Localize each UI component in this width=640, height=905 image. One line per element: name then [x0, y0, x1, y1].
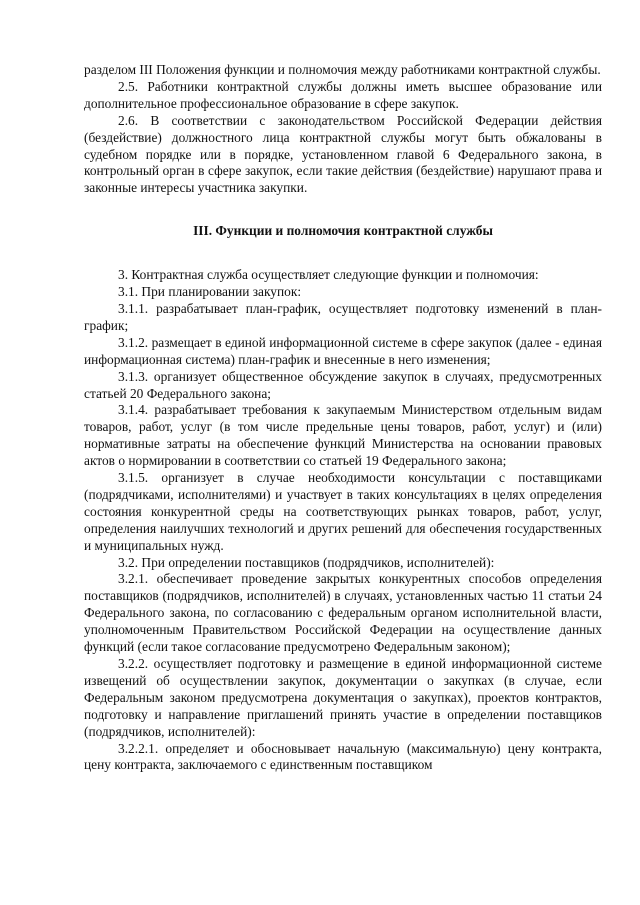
paragraph-3-1-2: 3.1.2. размещает в единой информационной системе в сфере закупок (далее - единая информационная система) план-график и внесенные в него изменения; — [84, 334, 602, 367]
paragraph-2-6: 2.6. В соответствии с законодательством Российской Федерации действия (бездействие) должностного лица контрактной службы могут быть обжалованы в судебном порядке или в порядке, установленном главой 6 Федерального закона, в контрольный орган в сфере закупок, если такие действия (бездействие) нарушают права и законные интересы участника закупки. — [84, 112, 602, 196]
paragraph-3-1-4: 3.1.4. разрабатывает требования к закупаемым Министерством отдельным видам товаров, работ, услуг (в том числе предельные цены товаров, работ, услуг) и (или) нормативные затраты на обеспечение функций Министерства на основании правовых актов о нормировании в соответствии со статьей 19 Федерального закона; — [84, 402, 602, 469]
paragraph-continuation: разделом III Положения функции и полномочия между работниками контрактной службы. — [84, 62, 601, 77]
document-body — [84, 62, 602, 774]
paragraph-3-2: 3.2. При определении поставщиков (подрядчиков, исполнителей): — [118, 554, 495, 570]
paragraph-3-1: 3.1. При планировании закупок: — [118, 284, 302, 300]
paragraph-3-1-1: 3.1.1. разрабатывает план-график, осуществляет подготовку изменений в план-график; — [84, 300, 602, 333]
paragraph-3: 3. Контрактная служба осуществляет следующие функции и полномочия: — [118, 267, 539, 283]
paragraph-3-2-1: 3.2.1. обеспечивает проведение закрытых конкурентных способов определения поставщиков (подрядчиков, исполнителей) в случаях, установленных частью 11 статьи 24 Федерального закона, по согласованию с федеральным органом исполнительной власти, уполномоченным Правительством Российской Федерации на осуществление данных функций (если такое согласование предусмотрено Федеральным законом); — [84, 571, 602, 655]
paragraph-3-2-2-1: 3.2.2.1. определяет и обосновывает начальную (максимальную) цену контракта, цену контракта, заключаемого с единственным поставщиком — [84, 740, 602, 773]
paragraph-3-1-3: 3.1.3. организует общественное обсуждение закупок в случаях, предусмотренных статьей 20 Федерального закона; — [84, 368, 602, 401]
paragraph-2-5: 2.5. Работники контрактной службы должны иметь высшее образование или дополнительное профессиональное образование в сфере закупок. — [84, 78, 602, 111]
paragraph-3-1-5: 3.1.5. организует в случае необходимости консультации с поставщиками (подрядчиками, исполнителями) и участвует в таких консультациях в целях определения состояния конкурентной среды на соответствующих рынках товаров, работ, услуг, определения наилучших технологий и других решений для обеспечения государственных и муниципальных нужд. — [84, 470, 602, 553]
section-heading: III. Функции и полномочия контрактной службы — [193, 223, 493, 239]
paragraph-3-2-2: 3.2.2. осуществляет подготовку и размещение в единой информационной системе извещений об осуществлении закупок, документации о закупках (в случае, если Федеральным законом предусмотрена документация о закупках), проектов контрактов, подготовку и направление приглашений принять участие в определении поставщиков (подрядчиков, исполнителей): — [84, 656, 602, 739]
